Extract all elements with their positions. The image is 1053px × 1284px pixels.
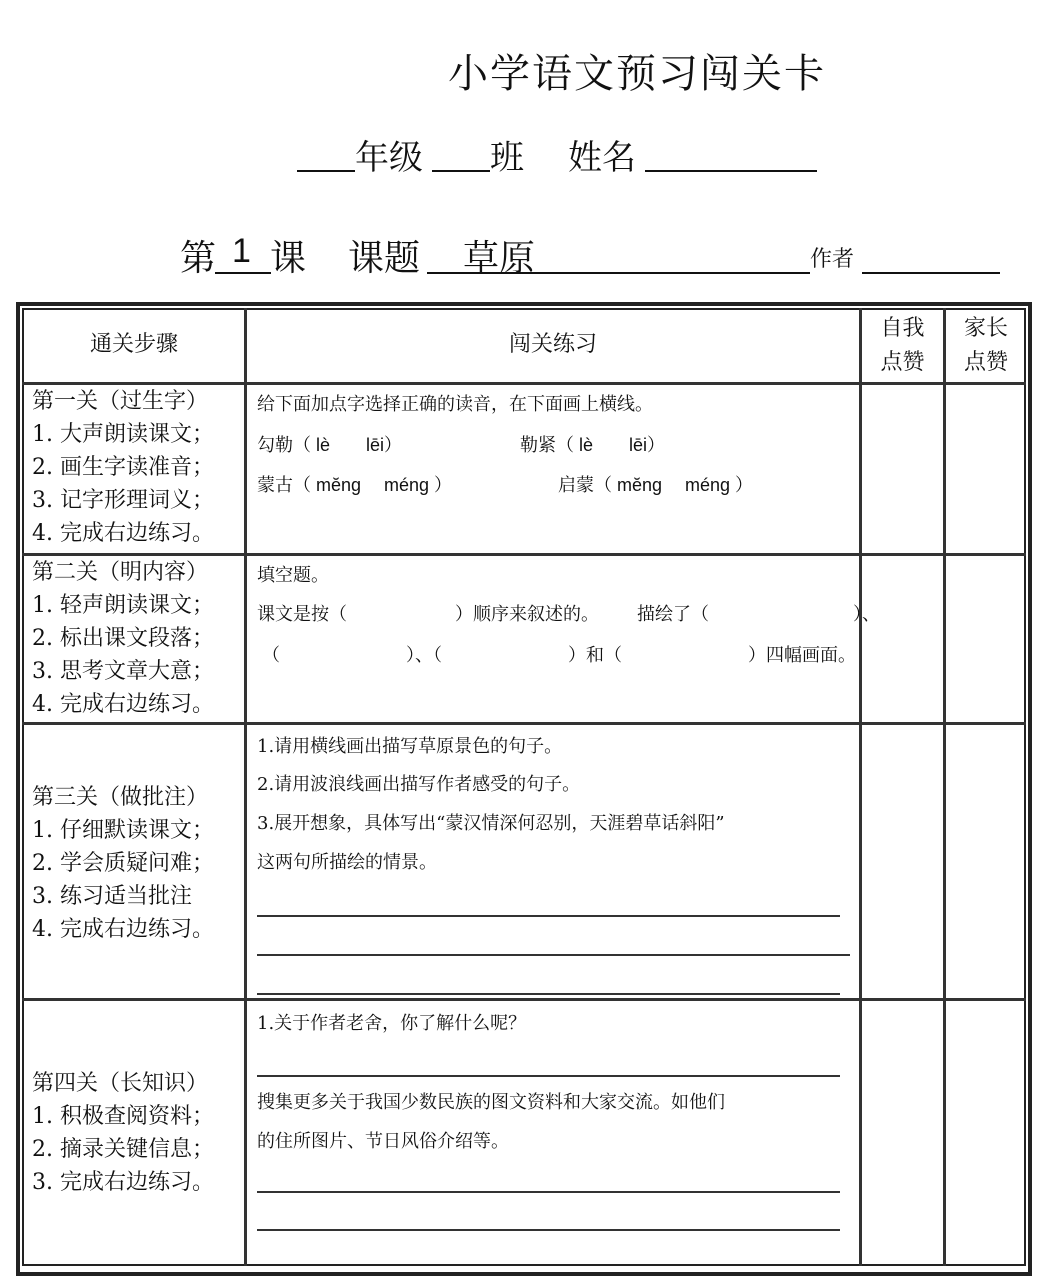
header-steps: 通关步骤 — [89, 332, 178, 357]
step: 3. 完成右边练习。 — [32, 1170, 214, 1195]
stage-3 — [32, 781, 214, 946]
stage-2 — [32, 556, 214, 721]
stage-title: 第一关（过生字） — [32, 389, 209, 414]
answer-line[interactable] — [257, 1075, 840, 1077]
step: 3. 练习适当批注 — [32, 884, 192, 909]
lesson-number: 1 — [232, 232, 251, 270]
author-label: 作者 — [810, 247, 855, 272]
class-label: 班 — [490, 138, 524, 178]
topic-label: 课题 — [348, 238, 421, 279]
header-parent-1: 家长 — [963, 316, 1008, 341]
ex3-q1: 1.请用横线画出描写草原景色的句子。 — [257, 736, 563, 757]
step: 4. 完成右边练习。 — [32, 521, 214, 546]
lesson-prefix: 第 — [180, 238, 217, 279]
header-parent — [946, 312, 1026, 380]
name-blank[interactable] — [645, 170, 817, 172]
ex3-q2: 2.请用波浪线画出描写作者感受的句子。 — [257, 774, 581, 795]
step: 2. 标出课文段落； — [32, 626, 214, 651]
ex4-p2: 的住所图片、节日风俗介绍等。 — [257, 1131, 509, 1152]
step: 4. 完成右边练习。 — [32, 917, 214, 942]
step: 1. 积极查阅资料； — [32, 1104, 214, 1129]
answer-line[interactable] — [257, 915, 840, 917]
ex3-q3b: 这两句所描绘的情景。 — [257, 852, 437, 873]
header-self — [862, 312, 943, 380]
ex1-instruction: 给下面加点字选择正确的读音，在下面画上横线。 — [257, 394, 653, 415]
author-blank[interactable] — [862, 272, 1000, 274]
ex3-q3: 3.展开想象，具体写出“蒙汉情深何忍别，天涯碧草话斜阳” — [257, 813, 725, 834]
fill-blank[interactable]: 课文是按（ ）顺序来叙述的。 — [257, 604, 599, 625]
step: 3. 记字形理词义； — [32, 488, 214, 513]
step: 2. 摘录关键信息； — [32, 1137, 214, 1162]
header-practice: 闯关练习 — [508, 332, 597, 357]
pinyin-choice[interactable]: 勒紧（ lè lēi） — [520, 435, 666, 455]
ex2-instruction: 填空题。 — [257, 565, 329, 586]
stage-title: 第四关（长知识） — [32, 1071, 209, 1096]
step: 1. 轻声朗读课文； — [32, 593, 214, 618]
lesson-topic: 草原 — [463, 238, 536, 279]
step: 2. 画生字读准音； — [32, 455, 214, 480]
name-label: 姓名 — [568, 138, 636, 178]
header-self-2: 点赞 — [880, 350, 925, 375]
answer-line[interactable] — [257, 954, 850, 956]
stage-1 — [32, 385, 214, 550]
step: 2. 学会质疑问难； — [32, 851, 214, 876]
stage-title: 第三关（做批注） — [32, 785, 209, 810]
step: 1. 大声朗读课文； — [32, 422, 214, 447]
header-parent-2: 点赞 — [963, 350, 1008, 375]
lesson-suffix: 课 — [270, 238, 307, 279]
step: 1. 仔细默读课文； — [32, 818, 214, 843]
page-title: 小学语文预习闯关卡 — [448, 51, 826, 97]
grade-blank[interactable] — [432, 170, 490, 172]
pinyin-choice[interactable]: 蒙古（ mĕng méng ） — [257, 475, 453, 495]
answer-line[interactable] — [257, 993, 840, 995]
stage-title: 第二关（明内容） — [32, 560, 209, 585]
answer-line[interactable] — [257, 1229, 840, 1231]
step: 3. 思考文章大意； — [32, 659, 214, 684]
stage-4 — [32, 1067, 214, 1199]
pinyin-choice[interactable]: 勾勒（ lè lēi） — [257, 435, 403, 455]
header-self-1: 自我 — [880, 316, 925, 341]
fill-blank[interactable]: 描绘了（ ）、 — [637, 604, 880, 625]
answer-line[interactable] — [257, 1191, 840, 1193]
grade-label: 年级 — [355, 138, 423, 178]
fill-blank[interactable]: （ ）、（ ）和（ ）四幅画面。 — [262, 645, 856, 666]
ex4-q1: 1.关于作者老舍，你了解什么呢？ — [257, 1013, 527, 1034]
step: 4. 完成右边练习。 — [32, 692, 214, 717]
pinyin-choice[interactable]: 启蒙（ mĕng méng ） — [558, 475, 754, 495]
ex4-p1: 搜集更多关于我国少数民族的图文资料和大家交流。如他们 — [257, 1092, 725, 1113]
